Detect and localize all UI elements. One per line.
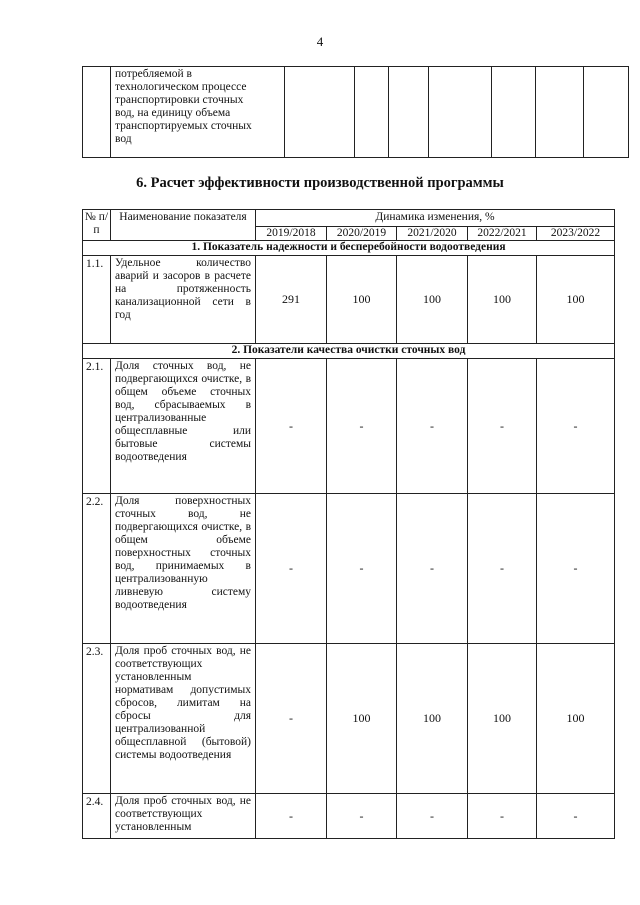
row-value: - xyxy=(397,794,468,839)
row-value: - xyxy=(256,794,327,839)
row-value: - xyxy=(537,794,615,839)
row-value: 100 xyxy=(397,256,468,344)
row-name: Удельное количество аварий и засоров в расчете на протяженность канализационной сети в год xyxy=(111,256,256,344)
section-heading: 1. Показатель надежности и бесперебойности водоотведения xyxy=(83,241,615,256)
header-year: 2019/2018 xyxy=(256,227,327,241)
header-year: 2023/2022 xyxy=(537,227,615,241)
header-name: Наименование показателя xyxy=(111,210,256,241)
continuation-value-cell xyxy=(389,67,429,158)
row-number: 2.1. xyxy=(83,359,111,494)
row-value: - xyxy=(468,494,537,644)
row-value: - xyxy=(468,794,537,839)
row-value: 100 xyxy=(537,256,615,344)
row-number: 1.1. xyxy=(83,256,111,344)
row-value: - xyxy=(537,359,615,494)
row-value: - xyxy=(537,494,615,644)
row-name: Доля проб сточных вод, не соответствующих установленным нормативам допустимых сбросов, лимитам на сбросы для централизованной общесплавной (бытовой) системы водоотведения xyxy=(111,644,256,794)
header-year: 2020/2019 xyxy=(327,227,397,241)
row-value: - xyxy=(327,794,397,839)
row-number: 2.2. xyxy=(83,494,111,644)
row-value: - xyxy=(327,359,397,494)
header-year: 2022/2021 xyxy=(468,227,537,241)
section-heading: 2. Показатели качества очистки сточных вод xyxy=(83,344,615,359)
row-value: 100 xyxy=(537,644,615,794)
continuation-value-cell xyxy=(584,67,629,158)
row-value: 100 xyxy=(327,256,397,344)
table-row xyxy=(83,794,615,839)
table-row xyxy=(83,644,615,794)
table-row xyxy=(83,494,615,644)
continuation-value-cell xyxy=(536,67,584,158)
continuation-table xyxy=(82,66,629,158)
row-value: - xyxy=(256,359,327,494)
table-row xyxy=(83,256,615,344)
row-value: - xyxy=(256,494,327,644)
header-num: № п/п xyxy=(83,210,111,241)
continuation-line: транспортировки сточных xyxy=(115,94,244,106)
row-value: - xyxy=(327,494,397,644)
continuation-line: технологическом процессе xyxy=(115,81,247,93)
section-title: 6. Расчет эффективности производственной программы xyxy=(136,175,504,191)
row-name: Доля проб сточных вод, не соответствующих установленным xyxy=(111,794,256,839)
row-name: Доля сточных вод, не подвергающихся очистке, в общем объеме сточных вод, сбрасываемых в централизованные общесплавные или бытовые системы водоотведения xyxy=(111,359,256,494)
continuation-value-cell xyxy=(285,67,355,158)
row-number: 2.4. xyxy=(83,794,111,839)
continuation-value-cell xyxy=(492,67,536,158)
continuation-value-cell xyxy=(355,67,389,158)
continuation-line: транспортируемых сточных xyxy=(115,120,252,132)
continuation-line: потребляемой в xyxy=(115,68,192,80)
row-value: - xyxy=(256,644,327,794)
row-value: 100 xyxy=(397,644,468,794)
header-dynamics: Динамика изменения, % xyxy=(256,210,615,227)
header-year: 2021/2020 xyxy=(397,227,468,241)
continuation-line: вод, на единицу объема xyxy=(115,107,231,119)
continuation-name-cell xyxy=(111,67,285,158)
table-row xyxy=(83,359,615,494)
row-value: - xyxy=(397,494,468,644)
row-value: 100 xyxy=(468,644,537,794)
continuation-num-cell xyxy=(83,67,111,158)
efficiency-table xyxy=(82,209,615,839)
row-number: 2.3. xyxy=(83,644,111,794)
continuation-value-cell xyxy=(429,67,492,158)
continuation-line: вод xyxy=(115,133,132,145)
row-value: 100 xyxy=(327,644,397,794)
row-name: Доля поверхностных сточных вод, не подвергающихся очистке, в общем объеме поверхностных сточных вод, принимаемых в централизованную ливневую систему водоотведения xyxy=(111,494,256,644)
row-value: 100 xyxy=(468,256,537,344)
row-value: 291 xyxy=(256,256,327,344)
row-value: - xyxy=(397,359,468,494)
row-value: - xyxy=(468,359,537,494)
page-number: 4 xyxy=(316,34,324,49)
